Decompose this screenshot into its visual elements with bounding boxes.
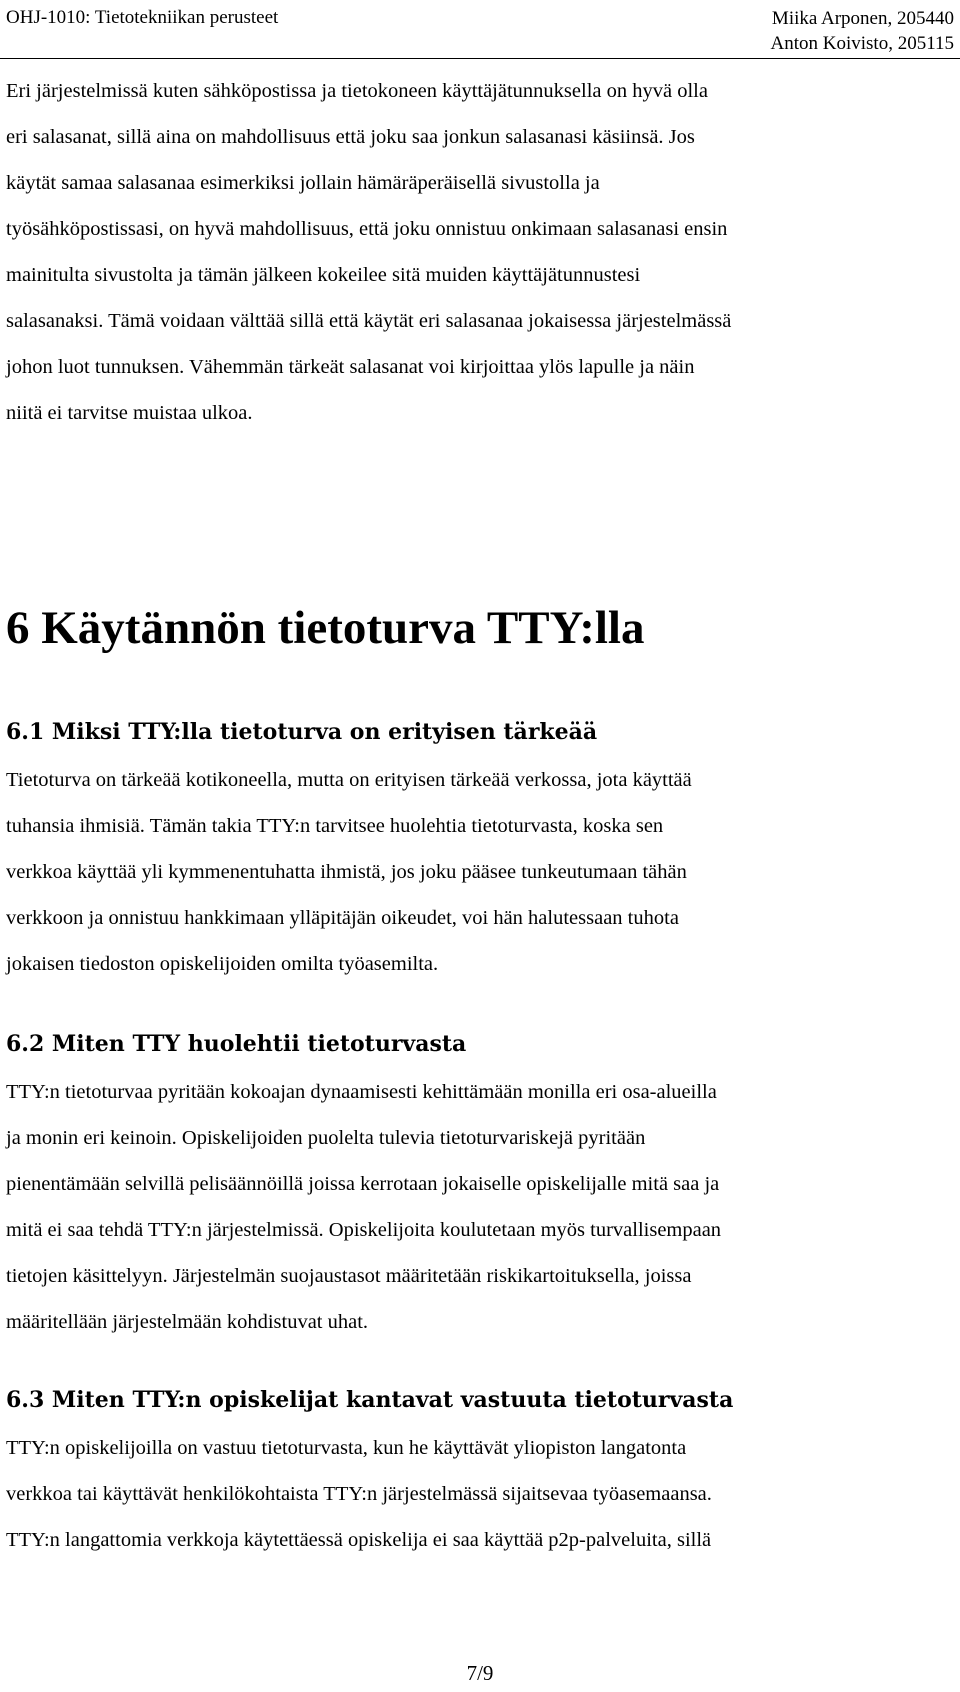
text-line: ja monin eri keinoin. Opiskelijoiden puolelta tulevia tietoturvariskejä pyritään <box>6 1127 646 1149</box>
section-6-2-paragraph <box>6 1069 721 1345</box>
page-header <box>0 0 960 60</box>
text-line: niitä ei tarvitse muistaa ulkoa. <box>6 402 253 424</box>
text-line: TTY:n langattomia verkkoja käytettäessä opiskelija ei saa käyttää p2p-palveluita, sillä <box>6 1529 712 1551</box>
text-line: mainitulta sivustolta ja tämän jälkeen kokeilee sitä muiden käyttäjätunnustesi <box>6 264 641 286</box>
course-title: OHJ-1010: Tietotekniikan perusteet <box>6 7 279 28</box>
text-line: mitä ei saa tehdä TTY:n järjestelmissä. Opiskelijoita koulutetaan myös turvallisempaan <box>6 1219 722 1241</box>
text-line: tuhansia ihmisiä. Tämän takia TTY:n tarvitsee huolehtia tietoturvasta, koska sen <box>6 815 664 837</box>
text-line: verkkoa tai käyttävät henkilökohtaista TTY:n järjestelmässä sijaitsevaa työasemaansa. <box>6 1483 712 1505</box>
page-number: 7/9 <box>466 1661 494 1685</box>
section-6-1-paragraph <box>6 757 692 987</box>
text-line: TTY:n opiskelijoilla on vastuu tietoturvasta, kun he käyttävät yliopiston langatonta <box>6 1437 687 1459</box>
text-line: verkkoa käyttää yli kymmenentuhatta ihmistä, jos joku pääsee tunkeutumaan tähän <box>6 861 687 883</box>
text-line: TTY:n tietoturvaa pyritään kokoajan dynaamisesti kehittämään monilla eri osa-alueilla <box>6 1081 717 1103</box>
intro-paragraph <box>6 68 731 436</box>
section-6-1-heading: 6.1 Miksi TTY:lla tietoturva on erityisen tärkeää <box>6 719 598 745</box>
author-1: Miika Arponen, 205440 <box>771 8 954 29</box>
text-line: salasanaksi. Tämä voidaan välttää sillä että käytät eri salasanaa jokaisessa järjestelmässä <box>6 310 732 332</box>
text-line: Tietoturva on tärkeää kotikoneella, mutta on erityisen tärkeää verkossa, jota käyttää <box>6 769 692 791</box>
section-6-3-paragraph <box>6 1425 712 1563</box>
authors <box>771 6 955 56</box>
text-line: eri salasanat, sillä aina on mahdollisuus että joku saa jonkun salasanasi käsiinsä. Jos <box>6 126 695 148</box>
text-line: työsähköpostissasi, on hyvä mahdollisuus, että joku onnistuu onkimaan salasanasi ensin <box>6 218 728 240</box>
text-line: käytät samaa salasanaa esimerkiksi jollain hämäräperäisellä sivustolla ja <box>6 172 600 194</box>
author-2: Anton Koivisto, 205115 <box>770 33 954 54</box>
text-line: Eri järjestelmissä kuten sähköpostissa ja tietokoneen käyttäjätunnuksella on hyvä olla <box>6 80 708 102</box>
text-line: verkkoon ja onnistuu hankkimaan ylläpitäjän oikeudet, voi hän halutessaan tuhota <box>6 907 679 929</box>
text-line: määritellään järjestelmään kohdistuvat uhat. <box>6 1311 369 1333</box>
section-6-heading: 6 Käytännön tietoturva TTY:lla <box>6 602 645 654</box>
text-line: jokaisen tiedoston opiskelijoiden omilta työasemilta. <box>6 953 439 975</box>
section-6-3-heading: 6.3 Miten TTY:n opiskelijat kantavat vastuuta tietoturvasta <box>6 1387 734 1413</box>
header-divider <box>0 58 960 59</box>
text-line: johon luot tunnuksen. Vähemmän tärkeät salasanat voi kirjoittaa ylös lapulle ja näin <box>6 356 695 378</box>
text-line: pienentämään selvillä pelisäännöillä joissa kerrotaan jokaiselle opiskelijalle mitä saa ja <box>6 1173 720 1195</box>
section-6-2-heading: 6.2 Miten TTY huolehtii tietoturvasta <box>6 1031 467 1057</box>
text-line: tietojen käsittelyyn. Järjestelmän suojaustasot määritetään riskikartoituksella, joissa <box>6 1265 692 1287</box>
